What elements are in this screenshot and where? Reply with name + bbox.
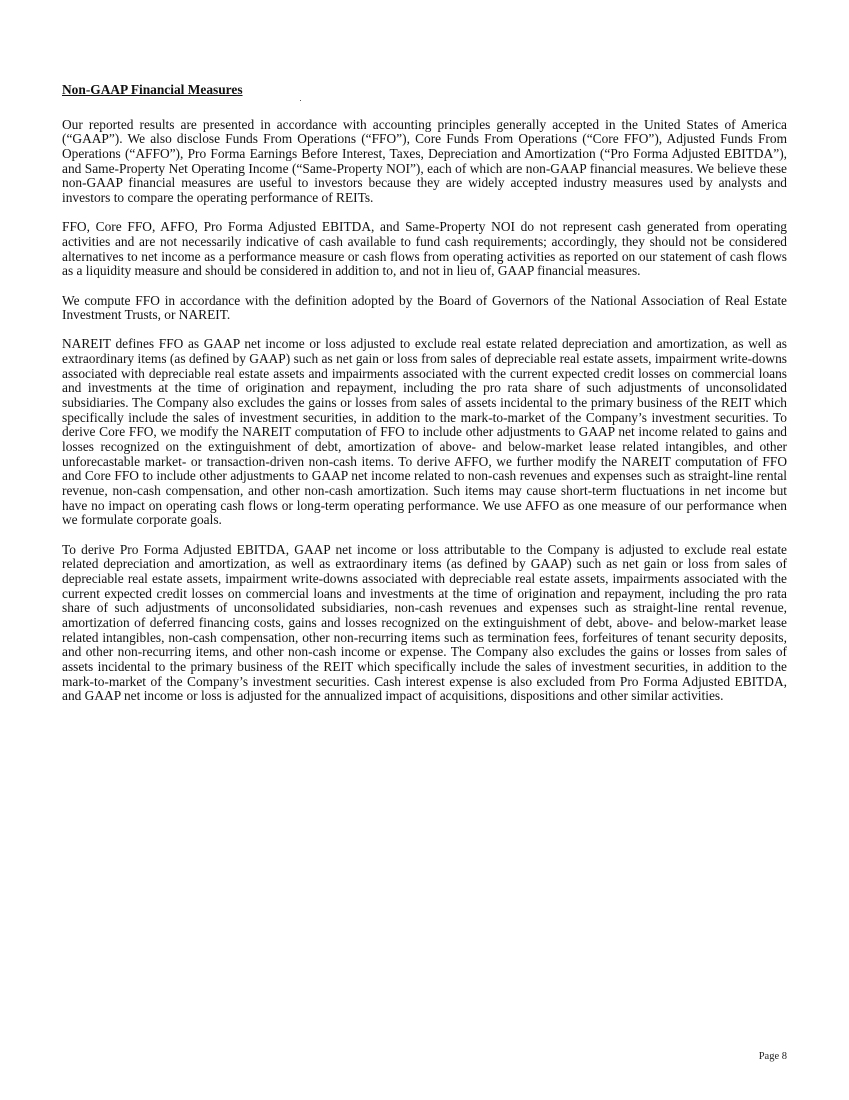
section-heading: Non-GAAP Financial Measures [62,82,243,97]
paragraph-ffo-compute: We compute FFO in accordance with the definition adopted by the Board of Governors of the National Association of Real Estate Investment Trusts, or NAREIT. [62,292,787,323]
paragraph-gaap-intro: Our reported results are presented in accordance with accounting principles generally accepted in the United States of America (“GAAP”). We also disclose Funds From Operations (“FFO”), Core Funds From Operations (“Core FFO”), Adjusted Funds From Operations (“AFFO”), Pro Forma Earnings Before Interest, Taxes, Depreciation and Amortization (“Pro Forma Adjusted EBITDA”), and Same-Property Net Operating Income (“Same-Property NOI”), each of which are non-GAAP financial measures. We believe these non-GAAP financial measures are useful to investors because they are widely accepted industry measures used by analysts and investors to compare the operating performance of REITs. [62,116,787,205]
paragraph-nareit-definition: NAREIT defines FFO as GAAP net income or loss adjusted to exclude real estate related depreciation and amortization, as well as extraordinary items (as defined by GAAP) such as net gain or loss from sales of depreciable real estate assets, impairment write-downs associated with depreciable real estate assets and impairments associated with the current expected credit losses on commercial loans and investments at the time of origination and repayment, including the pro rata share of such adjustments of unconsolidated subsidiaries. The Company also excludes the gains or losses from sales of assets incidental to the primary business of the REIT which specifically include the sales of investment securities, in addition to the mark-to-market of the Company’s investment securities. To derive Core FFO, we modify the NAREIT computation of FFO to include other adjustments to GAAP net income related to gains and losses recognized on the extinguishment of debt, amortization of above- and below-market lease related intangibles, and other unforecastable market- or transaction-driven non-cash items. To derive AFFO, we further modify the NAREIT computation of FFO and Core FFO to include other adjustments to GAAP net income related to non-cash revenues and expenses such as straight-line rental revenue, non-cash compensation, and other non-cash amortization. Such items may cause short-term fluctuations in net income but have no impact on operating cash flows or long-term operating performance. We use AFFO as one measure of our performance when we formulate corporate goals. [62,336,787,528]
paragraph-cash-disclaimer: FFO, Core FFO, AFFO, Pro Forma Adjusted EBITDA, and Same-Property NOI do not represent cash generated from operating activities and are not necessarily indicative of cash available to fund cash requirements; accordingly, they should not be considered alternatives to net income as a performance measure or cash flows from operating activities as reported on our statement of cash flows as a liquidity measure and should be considered in addition to, and not in lieu of, GAAP financial measures. [62,219,787,279]
document-page [62,83,787,718]
page-number: Page 8 [758,1051,787,1062]
paragraph-ebitda-definition: To derive Pro Forma Adjusted EBITDA, GAAP net income or loss attributable to the Company is adjusted to exclude real estate related depreciation and amortization, as well as extraordinary items (as defined by GAAP) such as net gain or loss from sales of depreciable real estate assets, impairment write-downs associated with depreciable real estate assets, impairments associated with the current expected credit losses on commercial loans and investments at the time of origination and repayment, including the pro rata share of such adjustments of unconsolidated subsidiaries, non-cash revenues and expenses such as straight-line rental revenue, amortization of deferred financing costs, gains and losses recognized on the extinguishment of debt, above- and below-market lease related intangibles, non-cash compensation, other non-recurring items such as termination fees, forfeitures of tenant security deposits, and other non-recurring items, and other non-cash income or expense. The Company also excludes the gains or losses from sales of assets incidental to the primary business of the REIT which specifically include the sales of investment securities, in addition to the mark-to-market of the Company’s investment securities. Cash interest expense is also excluded from Pro Forma Adjusted EBITDA, and GAAP net income or loss is adjusted for the annualized impact of acquisitions, dispositions and other similar activities. [62,541,787,704]
